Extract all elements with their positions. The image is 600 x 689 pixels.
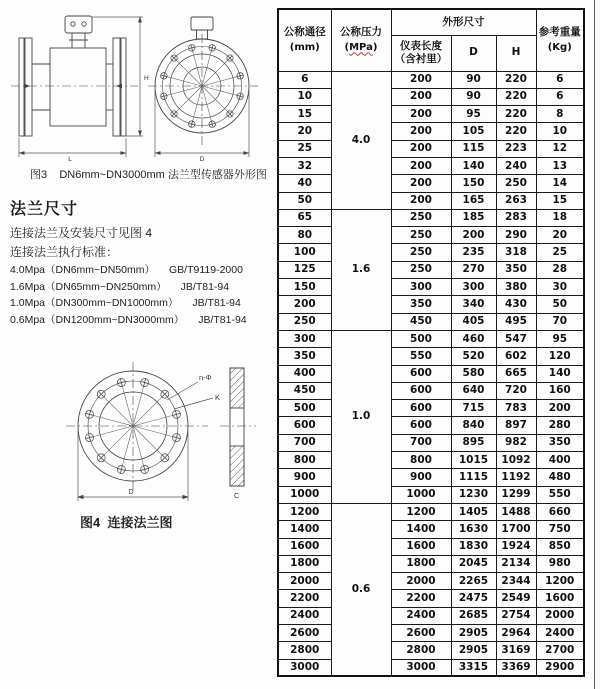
table-cell: 140 [536,365,584,382]
paren: ) [372,41,378,53]
table-row [278,382,584,399]
table-cell: 20 [536,227,584,244]
table-cell: 115 [451,140,496,157]
table-cell: 640 [451,382,496,399]
table-row [278,573,584,590]
paragraph-see-figure4: 连接法兰及安装尺寸见图 4 [10,226,153,240]
header-nominal-diameter [278,9,331,71]
table-cell: 2200 [278,590,331,607]
figure4-caption: 图4 连接法兰图 [80,515,173,530]
table-cell: 220 [496,71,536,88]
flange-table-body [278,71,584,676]
table-cell: 223 [496,140,536,157]
standard-pressure-range: 0.6Mpa（DN1200mm~DN3000mm） [10,313,185,326]
table-row [278,365,584,382]
table-cell: 70 [536,313,584,330]
table-row [278,348,584,365]
table-cell: 1600 [536,590,584,607]
dimension-D-flange-label: D [128,489,134,496]
standard-pressure-range: 1.0Mpa（DN300mm~DN1000mm） [10,297,179,309]
table-cell: 200 [391,140,451,157]
table-cell: 1200 [278,503,331,520]
table-cell: 300 [391,279,451,296]
table-cell: 1924 [496,538,536,555]
table-cell: 1400 [278,521,331,538]
flange-section-view [220,368,256,500]
table-cell: 580 [451,365,496,382]
table-row [278,538,584,555]
standard-pressure-range: 4.0Mpa（DN6mm~DN50mm） [10,264,155,276]
table-cell: 600 [391,382,451,399]
header-nominal-pressure [331,9,391,71]
table-cell: 8 [536,106,584,123]
table-cell: 500 [278,400,331,417]
table-cell: 150 [278,279,331,296]
header-unit: (mm) [289,41,320,53]
table-cell: 2964 [496,625,536,642]
table-row [278,192,584,209]
table-cell: 1400 [391,521,451,538]
table-cell: 125 [278,261,331,278]
table-cell: 400 [536,452,584,469]
table-row [278,209,584,226]
table-row [278,71,584,88]
table-row [278,279,584,296]
table-cell: 6 [536,88,584,105]
table-cell: 1800 [278,555,331,572]
figure4-connecting-flange-drawing [8,348,268,510]
table-cell: 1192 [496,469,536,486]
dimension-H [92,17,149,136]
table-cell: 2000 [278,573,331,590]
standard-item [10,312,247,329]
table-cell: 2900 [536,659,584,676]
table-row [278,503,584,520]
table-cell: 140 [451,157,496,174]
table-row [278,642,584,659]
table-cell: 720 [496,382,536,399]
table-cell: 1600 [391,538,451,555]
header-h: H [496,35,536,71]
table-cell: 2800 [391,642,451,659]
table-cell: 10 [536,123,584,140]
table-cell: 450 [278,382,331,399]
table-cell: 90 [451,88,496,105]
table-cell: 220 [496,106,536,123]
table-row [278,555,584,572]
table-cell: 80 [278,227,331,244]
table-cell: 2045 [451,555,496,572]
header-label: 公称压力 [340,26,382,39]
table-cell: 3315 [451,659,496,676]
table-cell: 3169 [496,642,536,659]
table-cell: 280 [536,417,584,434]
table-cell: 350 [496,261,536,278]
table-row [278,140,584,157]
table-cell: 290 [496,227,536,244]
table-cell: 840 [451,417,496,434]
table-cell: 900 [278,469,331,486]
table-row [278,261,584,278]
table-cell: 100 [278,244,331,261]
table-row [278,313,584,330]
table-cell: 270 [451,261,496,278]
table-cell: 12 [536,140,584,157]
table-cell: 40 [278,175,331,192]
table-cell: 200 [391,71,451,88]
table-cell: 405 [451,313,496,330]
table-cell: 400 [278,365,331,382]
table-cell: 495 [496,313,536,330]
table-cell: 2200 [391,590,451,607]
table-cell: 150 [451,175,496,192]
bolt-circle-label: K [215,393,221,402]
standard-code: JB/T81-94 [198,313,247,326]
table-cell: 90 [451,71,496,88]
table-cell: 3369 [496,659,536,676]
header-unit: (Kg) [547,41,572,53]
table-cell: 800 [278,452,331,469]
table-cell: 25 [536,244,584,261]
table-row [278,244,584,261]
table-cell: 200 [391,157,451,174]
table-cell: 220 [496,123,536,140]
table-row [278,227,584,244]
standard-code: JB/T81-94 [192,297,241,309]
table-row [278,452,584,469]
table-row [278,590,584,607]
table-cell: 550 [391,348,451,365]
table-cell: 980 [536,555,584,572]
table-cell: 3000 [278,659,331,676]
table-row [278,469,584,486]
table-cell: 200 [391,175,451,192]
table-cell: 15 [278,106,331,123]
table-cell: 480 [536,469,584,486]
header-outline-dimensions: 外形尺寸 [391,9,536,35]
table-cell: 283 [496,209,536,226]
page-edge-line [594,0,595,689]
table-cell: 300 [278,330,331,347]
table-cell: 200 [278,296,331,313]
header-meter-length [391,35,451,71]
table-cell: 665 [496,365,536,382]
table-cell: 547 [496,330,536,347]
header-unit [332,42,391,55]
table-cell: 783 [496,400,536,417]
table-cell: 318 [496,244,536,261]
table-cell: 700 [278,434,331,451]
table-row [278,625,584,642]
standard-item [10,279,247,296]
table-cell: 1200 [536,573,584,590]
table-cell: 250 [391,244,451,261]
table-cell: 550 [536,486,584,503]
table-cell: 600 [391,400,451,417]
table-cell: 2400 [536,625,584,642]
pressure-group-cell: 1.6 [331,209,391,330]
header-label: 仪表长度 [400,39,442,52]
figure3-caption: 图3 DN6mm~DN3000mm 法兰型传感器外形图 [30,169,267,181]
table-cell: 1230 [451,486,496,503]
table-cell: 600 [391,365,451,382]
table-cell: 200 [451,227,496,244]
table-cell: 6 [536,71,584,88]
table-cell: 982 [496,434,536,451]
table-cell: 200 [391,88,451,105]
table-row [278,157,584,174]
table-cell: 1488 [496,503,536,520]
table-cell: 895 [451,434,496,451]
pressure-group-cell: 0.6 [331,503,391,676]
table-cell: 32 [278,157,331,174]
table-cell: 1115 [451,469,496,486]
pressure-unit: MPa [349,41,373,53]
table-cell: 602 [496,348,536,365]
table-cell: 65 [278,209,331,226]
table-cell: 600 [278,417,331,434]
table-cell: 13 [536,157,584,174]
table-cell: 263 [496,192,536,209]
table-cell: 10 [278,88,331,105]
header-d: D [451,35,496,71]
table-cell: 6 [278,71,331,88]
table-cell: 340 [451,296,496,313]
dimension-D-front-label: D [199,156,205,162]
table-cell: 2754 [496,607,536,624]
table-cell: 15 [536,192,584,209]
table-cell: 200 [391,192,451,209]
table-cell: 750 [536,521,584,538]
table-cell: 95 [451,106,496,123]
table-cell: 2905 [451,625,496,642]
table-cell: 380 [496,279,536,296]
table-cell: 2265 [451,573,496,590]
table-cell: 500 [391,330,451,347]
dimension-L [19,138,126,162]
table-cell: 1700 [496,521,536,538]
junction-box-side [65,16,92,48]
table-cell: 1015 [451,452,496,469]
table-cell: 850 [536,538,584,555]
table-cell: 18 [536,209,584,226]
table-cell: 715 [451,400,496,417]
table-cell: 2134 [496,555,536,572]
table-cell: 250 [496,175,536,192]
table-cell: 2400 [391,607,451,624]
table-cell: 800 [391,452,451,469]
header-reference-weight [536,9,584,71]
table-row [278,659,584,676]
table-cell: 2475 [451,590,496,607]
table-cell: 1200 [391,503,451,520]
standard-code: JB/T81-94 [180,280,230,293]
standard-pressure-range: 1.6Mpa（DN65mm~DN250mm） [10,280,167,293]
table-cell: 3000 [391,659,451,676]
table-row [278,400,584,417]
table-row [278,607,584,624]
table-cell: 300 [451,279,496,296]
table-cell: 520 [451,348,496,365]
table-cell: 220 [496,88,536,105]
table-cell: 200 [536,400,584,417]
flange-dimension-table [277,8,585,677]
table-cell: 14 [536,175,584,192]
paren: ( [344,41,350,53]
table-cell: 350 [278,348,331,365]
table-cell: 2344 [496,573,536,590]
table-cell: 350 [536,434,584,451]
table-cell: 1630 [451,521,496,538]
table-cell: 450 [391,313,451,330]
table-cell: 160 [536,382,584,399]
table-cell: 20 [278,123,331,140]
table-cell: 235 [451,244,496,261]
table-row [278,417,584,434]
table-cell: 2400 [278,607,331,624]
table-cell: 2700 [536,642,584,659]
table-header [278,9,584,71]
paragraph-standards-intro: 连接法兰执行标准： [10,245,119,259]
table-cell: 1299 [496,486,536,503]
flange-dimension-table-container [277,8,585,677]
dimension-L-label: L [68,156,72,162]
table-cell: 105 [451,123,496,140]
flange-standards-list [10,262,247,328]
table-cell: 240 [496,157,536,174]
standard-item [10,295,247,312]
table-cell: 120 [536,348,584,365]
table-cell: 600 [391,417,451,434]
standard-code: GB/T9119-2000 [169,264,243,276]
pressure-group-cell: 1.0 [331,330,391,503]
header-label: （含衬里） [394,53,448,65]
bolt-count-label: n-Φ [199,373,212,382]
table-cell: 660 [536,503,584,520]
table-cell: 2600 [278,625,331,642]
table-cell: 250 [391,261,451,278]
table-cell: 30 [536,279,584,296]
table-cell: 2000 [391,573,451,590]
table-row [278,106,584,123]
table-cell: 185 [451,209,496,226]
table-cell: 95 [536,330,584,347]
table-cell: 1800 [391,555,451,572]
table-row [278,175,584,192]
table-cell: 165 [451,192,496,209]
table-cell: 1092 [496,452,536,469]
table-cell: 2549 [496,590,536,607]
table-cell: 1000 [391,486,451,503]
table-cell: 350 [391,296,451,313]
table-cell: 700 [391,434,451,451]
table-cell: 430 [496,296,536,313]
table-cell: 1830 [451,538,496,555]
table-cell: 200 [391,123,451,140]
dimension-H-label: H [144,75,149,82]
table-cell: 50 [278,192,331,209]
table-cell: 250 [391,209,451,226]
sensor-side-view [11,16,138,136]
table-row [278,88,584,105]
header-label: 参考重量 [538,26,581,39]
table-cell: 50 [536,296,584,313]
table-cell: 200 [391,106,451,123]
table-cell: 897 [496,417,536,434]
standard-item [10,262,247,279]
table-cell: 2000 [536,607,584,624]
table-cell: 1000 [278,486,331,503]
figure3-sensor-outline-drawing [6,10,268,162]
section-thickness-label: C [234,493,240,500]
section-title-flange-size: 法兰尺寸 [10,201,79,218]
table-cell: 1405 [451,503,496,520]
table-cell: 2685 [451,607,496,624]
table-cell: 250 [278,313,331,330]
table-cell: 2600 [391,625,451,642]
table-cell: 900 [391,469,451,486]
table-row [278,296,584,313]
table-cell: 25 [278,140,331,157]
table-cell: 460 [451,330,496,347]
table-cell: 250 [391,227,451,244]
table-cell: 1600 [278,538,331,555]
table-row [278,434,584,451]
table-row [278,123,584,140]
table-cell: 2800 [278,642,331,659]
table-row [278,521,584,538]
table-cell: 28 [536,261,584,278]
pressure-group-cell: 4.0 [331,71,391,209]
table-row [278,486,584,503]
table-row [278,330,584,347]
table-cell: 2905 [451,642,496,659]
header-label: 公称通径 [283,26,326,39]
